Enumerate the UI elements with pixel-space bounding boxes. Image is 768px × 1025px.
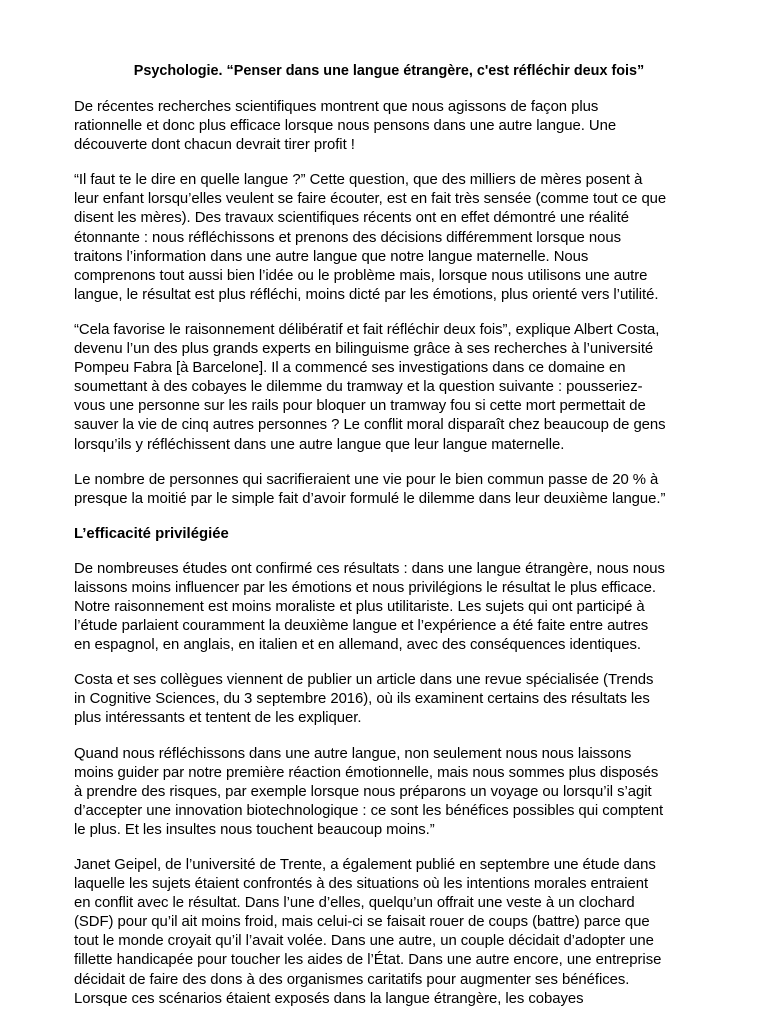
text-line: leur enfant lorsqu’elles veulent se faire écouter, est en fait très sensée (comme tout ce que xyxy=(74,191,667,208)
text-line: Costa et ses collègues viennent de publier un article dans une revue spécialisée (Trends xyxy=(74,672,654,689)
text-line: Notre raisonnement est moins moraliste et plus utilitariste. Les sujets qui ont participé à xyxy=(74,598,645,615)
text-line: Lorsque ces scénarios étaient exposés dans la langue étrangère, les cobayes xyxy=(74,990,584,1007)
text-line: en espagnol, en anglais, en italien et en allemand, avec des conséquences identiques. xyxy=(74,637,641,654)
paragraph-lead xyxy=(74,98,704,155)
section-body xyxy=(74,560,704,1009)
text-line: découverte dont chacun devrait tirer profit ! xyxy=(74,137,355,154)
text-line: lorsqu’ils y réfléchissent dans une autre langue que leur langue maternelle. xyxy=(74,436,565,453)
text-line: moins guider par notre première réaction émotionnelle, mais nous sommes plus disposés xyxy=(74,764,659,781)
text-line: étonnante : nous réfléchissons et prenons des décisions différemment lorsque nous xyxy=(74,229,621,246)
text-line: vous une personne sur les rails pour bloquer un tramway fou si cette mort permettait de xyxy=(74,398,646,415)
text-line: De nombreuses études ont confirmé ces résultats : dans une langue étrangère, nous nous xyxy=(74,560,665,577)
intro-section xyxy=(74,98,704,509)
text-line: soumettant à des cobayes le dilemme du tramway et la question suivante : pousseriez- xyxy=(74,379,643,396)
text-line: décidait de faire des dons à des organismes caritatifs pour augmenter ses bénéfices. xyxy=(74,971,630,988)
document-page xyxy=(74,62,704,1025)
text-line: “Cela favorise le raisonnement délibératif et fait réfléchir deux fois”, explique Albert Costa, xyxy=(74,321,660,338)
paragraph xyxy=(74,171,704,305)
text-line: traitons l’information dans une autre langue que notre langue maternelle. Nous xyxy=(74,248,589,265)
text-line: (SDF) pour qu’il ait moins froid, mais celui-ci se faisait rouer de coups (battre) parce que xyxy=(74,914,650,931)
text-line: in Cognitive Sciences, du 3 septembre 2016), où ils examinent certains des résultats les xyxy=(74,691,650,708)
text-line: fillette handicapée pour toucher les aides de l’État. Dans une autre encore, une entreprise xyxy=(74,952,662,969)
paragraph xyxy=(74,471,704,509)
text-line: laissons moins influencer par les émotions et nous privilégions le résultat le plus efficace. xyxy=(74,579,656,596)
text-line: d’accepter une innovation biotechnologique : ce sont les bénéfices possibles qui comptent xyxy=(74,802,664,819)
text-line: à prendre des risques, par exemple lorsque nous préparons un voyage ou lorsqu’il s’agit xyxy=(74,783,652,800)
text-line: l’étude parlaient couramment la deuxième langue et l’expérience a été faite entre autres xyxy=(74,618,649,635)
text-line: sauver la vie de cinq autres personnes ? Le conflit moral disparaît chez beaucoup de gens xyxy=(74,417,666,434)
text-line: le plus. Et les insultes nous touchent beaucoup moins.” xyxy=(74,821,435,838)
text-line: en conflit avec le résultat. Dans l’une d’elles, quelqu’un offrait une veste à un clochard xyxy=(74,895,635,912)
text-line: Janet Geipel, de l’université de Trente, a également publié en septembre une étude dans xyxy=(74,857,656,873)
text-line: tout le monde croyait qu’il l’avait volée. Dans une autre, un couple décidait d’adopter une xyxy=(74,933,654,950)
article-title: Psychologie. “Penser dans une langue étrangère, c'est réfléchir deux fois” xyxy=(133,63,645,79)
text-line: De récentes recherches scientifiques montrent que nous agissons de façon plus xyxy=(74,99,599,115)
text-line: langue, le résultat est plus réfléchi, moins dicté par les émotions, plus orienté vers l’utilité. xyxy=(74,286,659,303)
text-line: plus intéressants et tentent de les expliquer. xyxy=(74,710,362,727)
text-line: laquelle les sujets étaient confrontés à des situations où les intentions morales entraient xyxy=(74,876,649,893)
text-line: Le nombre de personnes qui sacrifieraient une vie pour le bien commun passe de 20 % à xyxy=(74,471,659,488)
section-heading: L’efficacité privilégiée xyxy=(74,525,229,542)
text-line: rationnelle et donc plus efficace lorsque nous pensons dans une autre langue. Une xyxy=(74,118,617,135)
paragraph xyxy=(74,560,704,655)
paragraph xyxy=(74,321,704,455)
text-line: comprenons tout aussi bien l’idée ou le problème mais, lorsque nous utilisons une autre xyxy=(74,267,648,284)
text-line: “Il faut te le dire en quelle langue ?” Cette question, que des milliers de mères posent à xyxy=(74,172,643,189)
text-line: devenu l’un des plus grands experts en bilinguisme grâce à ses recherches à l’université xyxy=(74,341,654,358)
paragraph xyxy=(74,856,704,1009)
text-line: Pompeu Fabra [à Barcelone]. Il a commencé ses investigations dans ce domaine en xyxy=(74,360,626,377)
text-line: disent les mères). Des travaux scientifiques récents ont en effet démontré une réalité xyxy=(74,210,629,227)
text-line: presque la moitié par le simple fait d’avoir formulé le dilemme dans leur deuxième langue.” xyxy=(74,490,666,507)
paragraph xyxy=(74,745,704,840)
text-line: Quand nous réfléchissons dans une autre langue, non seulement nous nous laissons xyxy=(74,745,632,762)
paragraph xyxy=(74,671,704,728)
